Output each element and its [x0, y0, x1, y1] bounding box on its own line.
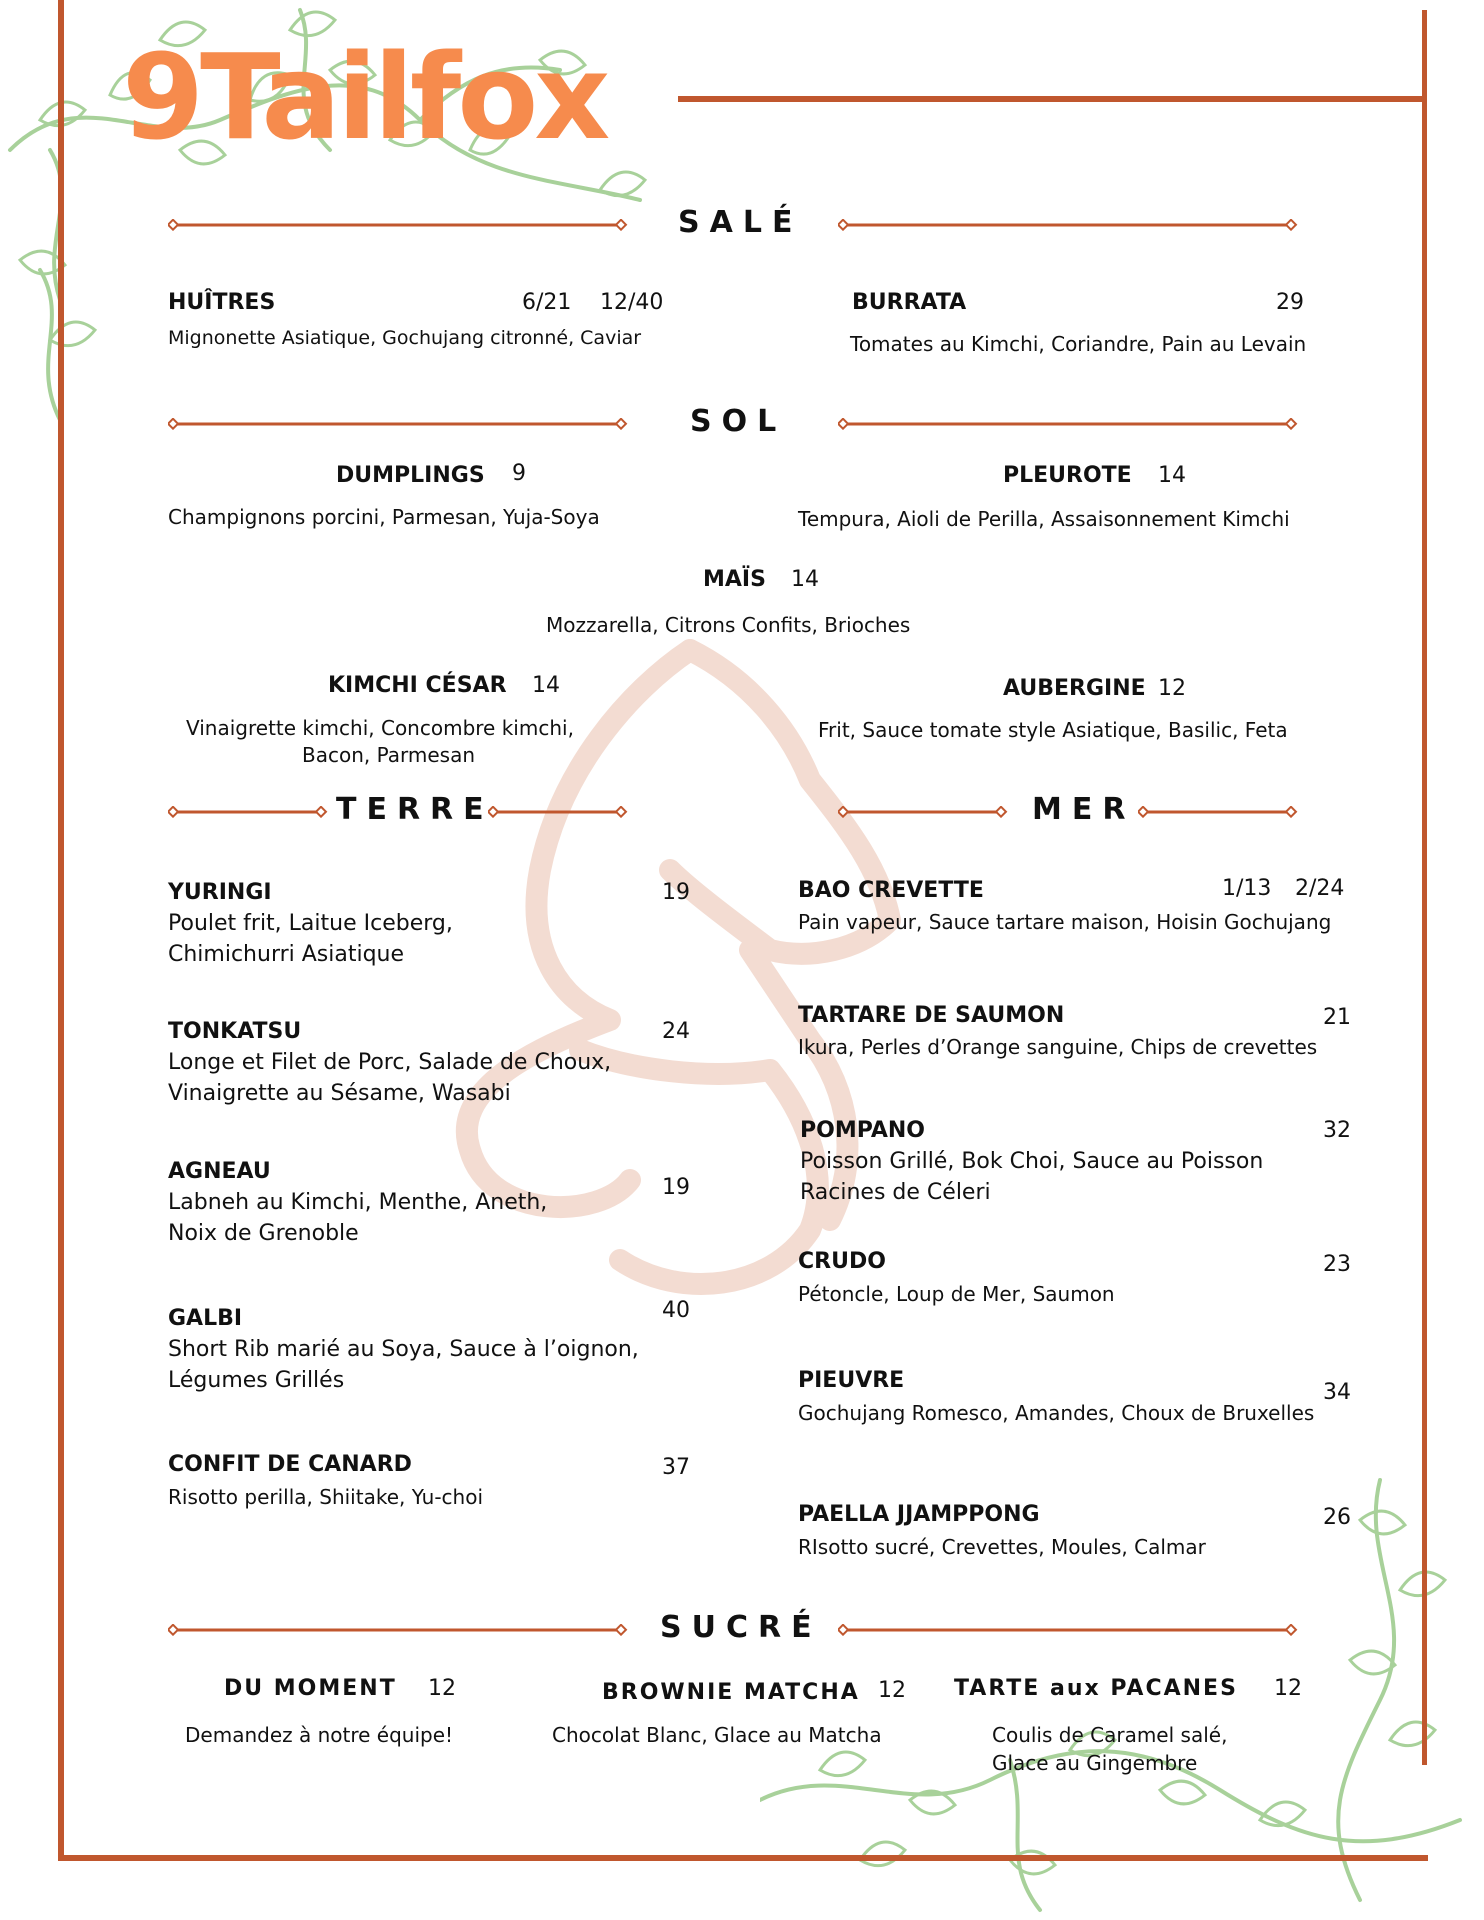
item-desc-tonkatsu-1: Longe et Filet de Porc, Salade de Choux, — [168, 1050, 612, 1075]
section-title-mer: MER — [1032, 792, 1136, 827]
item-desc-agneau-2: Noix de Grenoble — [168, 1221, 359, 1246]
item-name-dumplings: DUMPLINGS — [336, 463, 485, 488]
item-desc-yuringi-1: Poulet frit, Laitue Iceberg, — [168, 911, 453, 936]
item-name-kimchi-cesar: KIMCHI CÉSAR — [328, 673, 507, 698]
item-desc-tartare-de-saumon: Ikura, Perles d’Orange sanguine, Chips de crevettes — [798, 1035, 1318, 1059]
item-desc-kimchi-cesar-1: Vinaigrette kimchi, Concombre kimchi, — [186, 716, 574, 740]
item-name-confit-de-canard: CONFIT DE CANARD — [168, 1452, 412, 1477]
item-name-pieuvre: PIEUVRE — [798, 1368, 905, 1393]
divider-sale-right — [838, 219, 1298, 231]
item-price-burrata: 29 — [1276, 290, 1304, 315]
item-price-tarte-aux-pacanes: 12 — [1274, 1676, 1302, 1701]
item-name-aubergine: AUBERGINE — [1003, 676, 1146, 701]
item-name-crudo: CRUDO — [798, 1249, 886, 1274]
item-price-brownie-matcha: 12 — [878, 1678, 906, 1703]
item-price-crudo: 23 — [1323, 1252, 1351, 1277]
item-desc-pleurote: Tempura, Aioli de Perilla, Assaisonnement Kimchi — [798, 507, 1290, 531]
item-price-tartare-de-saumon: 21 — [1323, 1005, 1351, 1030]
divider-mer-right — [1138, 806, 1298, 818]
item-name-tartare-de-saumon: TARTARE DE SAUMON — [798, 1003, 1065, 1028]
item-name-pompano: POMPANO — [800, 1118, 925, 1143]
item-price-dumplings: 9 — [512, 461, 526, 486]
item-desc-agneau-1: Labneh au Kimchi, Menthe, Aneth, — [168, 1190, 548, 1215]
section-title-sol: SOL — [690, 404, 787, 439]
divider-sucre-left — [168, 1624, 628, 1636]
item-price-paella-jjamppong: 26 — [1323, 1505, 1351, 1530]
frame-right-border — [1422, 10, 1427, 1765]
divider-sucre-right — [838, 1624, 1298, 1636]
item-price-yuringi: 19 — [662, 880, 690, 905]
item-price-aubergine: 12 — [1158, 676, 1186, 701]
item-price-bao-crevette-1: 1/13 — [1222, 876, 1272, 901]
item-price-huitres-1: 6/21 — [522, 290, 572, 315]
item-price-confit-de-canard: 37 — [662, 1455, 690, 1480]
item-name-brownie-matcha: BROWNIE MATCHA — [602, 1680, 860, 1705]
item-desc-pieuvre: Gochujang Romesco, Amandes, Choux de Bruxelles — [798, 1401, 1315, 1425]
frame-left-border — [58, 0, 64, 1860]
section-title-terre: TERRE — [336, 792, 494, 827]
item-desc-bao-crevette: Pain vapeur, Sauce tartare maison, Hoisin Gochujang — [798, 910, 1332, 934]
item-desc-aubergine: Frit, Sauce tomate style Asiatique, Basilic, Feta — [818, 718, 1288, 742]
item-price-bao-crevette-2: 2/24 — [1295, 876, 1345, 901]
item-desc-kimchi-cesar-2: Bacon, Parmesan — [302, 743, 476, 767]
item-desc-galbi-1: Short Rib marié au Soya, Sauce à l’oignon, — [168, 1337, 639, 1362]
frame-top-border — [678, 96, 1427, 102]
item-price-kimchi-cesar: 14 — [532, 673, 560, 698]
divider-sale-left — [168, 219, 628, 231]
item-desc-paella-jjamppong: RIsotto sucré, Crevettes, Moules, Calmar — [798, 1535, 1206, 1559]
item-name-pleurote: PLEUROTE — [1003, 463, 1132, 488]
item-desc-pompano-1: Poisson Grillé, Bok Choi, Sauce au Poisson — [800, 1149, 1264, 1174]
item-desc-pompano-2: Racines de Céleri — [800, 1180, 991, 1205]
divider-sol-right — [838, 418, 1298, 430]
item-desc-tarte-aux-pacanes-1: Coulis de Caramel salé, — [992, 1723, 1228, 1747]
item-desc-du-moment: Demandez à notre équipe! — [185, 1723, 454, 1747]
item-name-mais: MAÏS — [703, 567, 766, 592]
brand-logo: 9Tailfox — [122, 28, 607, 166]
item-price-tonkatsu: 24 — [662, 1019, 690, 1044]
item-desc-dumplings: Champignons porcini, Parmesan, Yuja-Soya — [168, 505, 600, 529]
item-desc-huitres: Mignonette Asiatique, Gochujang citronné, Caviar — [168, 327, 642, 349]
item-name-yuringi: YURINGI — [168, 880, 272, 905]
item-desc-burrata: Tomates au Kimchi, Coriandre, Pain au Levain — [850, 332, 1307, 356]
item-price-galbi: 40 — [662, 1298, 690, 1323]
item-name-bao-crevette: BAO CREVETTE — [798, 878, 984, 903]
divider-terre-right — [488, 806, 628, 818]
item-desc-tarte-aux-pacanes-2: Glace au Gingembre — [992, 1751, 1198, 1775]
item-desc-mais: Mozzarella, Citrons Confits, Brioches — [546, 613, 911, 637]
item-price-mais: 14 — [791, 567, 819, 592]
item-name-burrata: BURRATA — [852, 290, 967, 315]
divider-mer-left — [838, 806, 1008, 818]
item-name-du-moment: DU MOMENT — [224, 1676, 397, 1701]
item-desc-yuringi-2: Chimichurri Asiatique — [168, 942, 405, 967]
item-name-paella-jjamppong: PAELLA JJAMPPONG — [798, 1502, 1040, 1527]
section-title-sale: SALÉ — [678, 205, 803, 240]
frame-bottom-border — [58, 1855, 1428, 1861]
item-price-pompano: 32 — [1323, 1118, 1351, 1143]
item-desc-confit-de-canard: Risotto perilla, Shiitake, Yu-choi — [168, 1485, 483, 1509]
item-price-pleurote: 14 — [1158, 463, 1186, 488]
item-price-du-moment: 12 — [428, 1676, 456, 1701]
item-price-pieuvre: 34 — [1323, 1380, 1351, 1405]
item-name-huitres: HUÎTRES — [168, 290, 276, 315]
item-desc-tonkatsu-2: Vinaigrette au Sésame, Wasabi — [168, 1081, 511, 1106]
item-name-agneau: AGNEAU — [168, 1159, 271, 1184]
item-price-huitres-2: 12/40 — [600, 290, 664, 315]
item-desc-galbi-2: Légumes Grillés — [168, 1368, 345, 1393]
item-name-tarte-aux-pacanes: TARTE aux PACANES — [954, 1676, 1238, 1701]
divider-sol-left — [168, 418, 628, 430]
item-name-tonkatsu: TONKATSU — [168, 1019, 302, 1044]
section-title-sucre: SUCRÉ — [660, 1610, 822, 1645]
item-name-galbi: GALBI — [168, 1306, 243, 1331]
item-desc-brownie-matcha: Chocolat Blanc, Glace au Matcha — [552, 1723, 882, 1747]
item-desc-crudo: Pétoncle, Loup de Mer, Saumon — [798, 1282, 1115, 1306]
divider-terre-left — [168, 806, 328, 818]
item-price-agneau: 19 — [662, 1175, 690, 1200]
